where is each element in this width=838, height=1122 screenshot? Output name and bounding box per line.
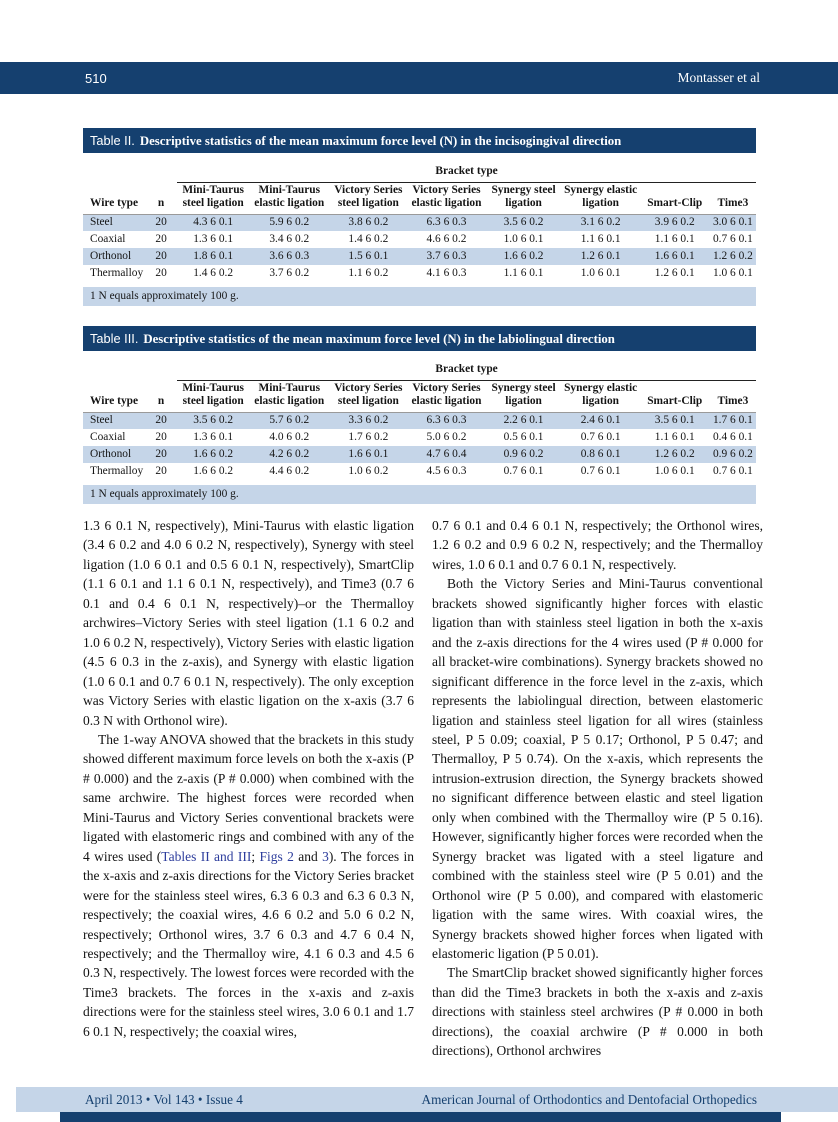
column-header: Smart-Clip <box>647 395 703 407</box>
table-ii-grid <box>83 158 756 282</box>
value-cell: 1.1 6 0.1 <box>654 232 695 245</box>
value-cell: 0.7 6 0.1 <box>580 464 621 477</box>
table-iii-caption: Descriptive statistics of the mean maximum force level (N) in the labiolingual direction <box>143 332 615 346</box>
value-cell: 1.8 6 0.1 <box>193 249 234 262</box>
running-header <box>0 62 838 94</box>
value-cell: 4.6 6 0.2 <box>426 232 467 245</box>
value-cell: 5.9 6 0.2 <box>249 214 329 231</box>
value-cell: 20 <box>155 447 167 460</box>
table-iii-footnote: 1 N equals approximately 100 g. <box>83 485 756 504</box>
value-cell: 4.2 6 0.2 <box>269 447 310 460</box>
value-cell: 1.1 6 0.1 <box>503 266 544 279</box>
value-cell: 1.6 6 0.2 <box>193 447 234 460</box>
value-cell: 1.0 6 0.1 <box>503 232 544 245</box>
value-cell: 1.3 6 0.1 <box>193 430 234 443</box>
column-header: Synergy steel ligation <box>491 183 556 209</box>
bracket-type-group-header: Bracket type <box>177 356 756 380</box>
column-header: Mini-Taurus steel ligation <box>182 381 244 407</box>
value-cell: 3.0 6 0.1 <box>710 214 756 231</box>
value-cell: 20 <box>155 249 167 262</box>
value-cell: 4.0 6 0.2 <box>269 430 310 443</box>
value-cell: 1.2 6 0.1 <box>580 249 621 262</box>
table-iii-title <box>83 326 756 351</box>
value-cell: 0.7 6 0.1 <box>712 464 753 477</box>
spacer-cell <box>83 158 177 182</box>
value-cell: 4.3 6 0.1 <box>177 214 249 231</box>
value-cell: 0.5 6 0.1 <box>503 430 544 443</box>
value-cell: 6.3 6 0.3 <box>407 412 485 429</box>
column-header: Time3 <box>717 395 749 407</box>
value-cell: 4.1 6 0.3 <box>426 266 467 279</box>
value-cell: 4.5 6 0.3 <box>426 464 467 477</box>
column-header: Time3 <box>717 197 749 209</box>
wire-type-cell: Orthonol <box>90 447 132 460</box>
value-cell: 3.5 6 0.1 <box>640 412 710 429</box>
wire-type-cell: Steel <box>83 214 145 231</box>
column-header: Mini-Taurus steel ligation <box>182 183 244 209</box>
journal-name: American Journal of Orthodontics and Dentofacial Orthopedics <box>421 1091 757 1107</box>
table-row <box>83 214 756 231</box>
value-cell: 2.2 6 0.1 <box>486 412 562 429</box>
value-cell: 1.0 6 0.1 <box>654 464 695 477</box>
value-cell: 0.4 6 0.1 <box>712 430 753 443</box>
value-cell: 1.1 6 0.1 <box>580 232 621 245</box>
value-cell: 0.7 6 0.1 <box>580 430 621 443</box>
value-cell: 20 <box>155 464 167 477</box>
running-head-authors: Montasser et al <box>677 70 760 85</box>
value-cell: 1.2 6 0.2 <box>654 447 695 460</box>
column-header: Smart-Clip <box>647 197 703 209</box>
value-cell: 1.4 6 0.2 <box>193 266 234 279</box>
value-cell: 6.3 6 0.3 <box>407 214 485 231</box>
value-cell: 1.1 6 0.2 <box>348 266 389 279</box>
column-header: Synergy elastic ligation <box>564 183 638 209</box>
table-row <box>83 446 756 463</box>
value-cell: 20 <box>145 412 177 429</box>
column-header: Victory Series elastic ligation <box>411 381 482 407</box>
table-ii-caption: Descriptive statistics of the mean maximum force level (N) in the incisogingival direction <box>139 134 622 148</box>
value-cell: 20 <box>155 430 167 443</box>
column-header: Victory Series steel ligation <box>334 183 403 209</box>
value-cell: 5.0 6 0.2 <box>426 430 467 443</box>
value-cell: 1.4 6 0.2 <box>348 232 389 245</box>
value-cell: 1.7 6 0.2 <box>348 430 389 443</box>
body-text-left-column <box>83 516 414 1041</box>
value-cell: 1.2 6 0.2 <box>712 249 753 262</box>
value-cell: 1.7 6 0.1 <box>710 412 756 429</box>
value-cell: 4.7 6 0.4 <box>426 447 467 460</box>
value-cell: 3.1 6 0.2 <box>562 214 640 231</box>
value-cell: 3.4 6 0.2 <box>269 232 310 245</box>
column-header: Synergy elastic ligation <box>564 381 638 407</box>
wire-type-cell: Thermalloy <box>90 266 144 279</box>
value-cell: 3.9 6 0.2 <box>640 214 710 231</box>
column-header: Wire type <box>90 197 139 209</box>
value-cell: 1.0 6 0.1 <box>580 266 621 279</box>
table-iii-label: Table III. <box>90 331 139 346</box>
column-header: n <box>157 197 165 209</box>
paragraph: The 1-way ANOVA showed that the brackets in this study showed different maximum force levels on both the x-axis (P # 0.000) and the z-axis (P # 0.000) when combined with the same archwire. The highest forces were recorded when Mini-Taurus and Victory Series conventional brackets were ligated with elastomeric rings and combined with any of the 4 wires used (Tables II and III; Figs 2 and 3). The forces in the x-axis and z-axis directions for the Victory Series bracket were for the stainless steel wires, 6.3 6 0.3 and 6.3 6 0.3 N, respectively; the coaxial wires, 4.6 6 0.2 and 5.0 6 0.2 N, respectively; Orthonol wires, 3.7 6 0.3 and 4.7 6 0.4 N, respectively; and the Thermalloy wire, 4.1 6 0.3 and 4.5 6 0.3 N, respectively. The lowest forces were recorded with the Time3 brackets. The forces in the x-axis and z-axis directions were for the stainless steel wires, 3.0 6 0.1 and 1.7 6 0.1 N, respectively; the coaxial wires, <box>83 731 415 1039</box>
value-cell: 20 <box>145 214 177 231</box>
value-cell: 0.9 6 0.2 <box>712 447 753 460</box>
column-header: n <box>157 395 165 407</box>
column-header: Wire type <box>90 395 139 407</box>
table-row <box>83 231 756 248</box>
column-header: Mini-Taurus elastic ligation <box>254 381 325 407</box>
wire-type-cell: Coaxial <box>90 430 126 443</box>
table-row <box>83 463 756 480</box>
paragraph: Both the Victory Series and Mini-Taurus conventional brackets showed significantly higher forces with elastic ligation than with stainless steel ligation in both the x-axis and the z-axis directions for the 4 wires used (P # 0.000 for all bracket-wire combinations). Synergy brackets showed no significant difference in the force level in the z-axis, which represents the labiolingual direction, between elastomeric ligation and stainless steel ligation for all wires (stainless steel, P 5 0.09; coaxial, P 5 0.17; Orthonol, P 5 0.47; and Thermalloy, P 5 0.74). On the x-axis, which represents the intrusion-extrusion direction, the Synergy brackets showed no significant difference between elastic and steel ligation only when combined with the Thermalloy wire (P 5 0.16). However, significantly higher forces were recorded when the Synergy bracket was ligated with a steel ligature and combined with the stainless steel wire (P 5 0.01) and the Orthonol wire (P 5 0.00), and compared with elastomeric ligation with the same wires. With coaxial wires, the Synergy brackets showed higher forces when ligated with elastomeric ligation (P 5 0.01). <box>432 576 763 961</box>
table-ii-label: Table II. <box>90 133 135 148</box>
value-cell: 3.5 6 0.2 <box>177 412 249 429</box>
wire-type-cell: Coaxial <box>90 232 126 245</box>
table-iii <box>83 326 756 504</box>
table-row <box>83 248 756 265</box>
value-cell: 3.3 6 0.2 <box>329 412 407 429</box>
value-cell: 1.6 6 0.1 <box>654 249 695 262</box>
value-cell: 0.8 6 0.1 <box>580 447 621 460</box>
value-cell: 0.7 6 0.1 <box>712 232 753 245</box>
page-footer <box>16 1087 838 1112</box>
wire-type-cell: Orthonol <box>90 249 132 262</box>
column-header: Mini-Taurus elastic ligation <box>254 183 325 209</box>
table-ii-title <box>83 128 756 153</box>
paragraph: The SmartClip bracket showed significantly higher forces than did the Time3 brackets in both the x-axis and z-axis directions with stainless steel archwires (P # 0.000 in both directions), the coaxial archwire (P # 0.000 in both directions), Orthonol archwires <box>432 965 763 1059</box>
value-cell: 2.4 6 0.1 <box>562 412 640 429</box>
value-cell: 1.1 6 0.1 <box>654 430 695 443</box>
column-header: Victory Series elastic ligation <box>411 183 482 209</box>
value-cell: 20 <box>155 266 167 279</box>
body-text-right-column <box>432 516 763 1061</box>
value-cell: 1.2 6 0.1 <box>654 266 695 279</box>
value-cell: 0.9 6 0.2 <box>503 447 544 460</box>
wire-type-cell: Thermalloy <box>90 464 144 477</box>
paragraph: 0.7 6 0.1 and 0.4 6 0.1 N, respectively; the Orthonol wires, 1.2 6 0.2 and 0.9 6 0.2 N, respectively; and the Thermalloy wires, 1.0 6 0.1 and 0.7 6 0.1 N, respectively. <box>432 518 763 572</box>
value-cell: 20 <box>155 232 167 245</box>
table-row <box>83 265 756 282</box>
paragraph: 1.3 6 0.1 N, respectively), Mini-Taurus with elastic ligation (3.4 6 0.2 and 4.0 6 0.2 N, respectively), Synergy with steel ligation (1.0 6 0.1 and 0.5 6 0.1 N, respectively), SmartClip (1.1 6 0.1 and 1.1 6 0.1 N, respectively), and Time3 (0.7 6 0.1 and 0.4 6 0.1 N, respectively)–or the Thermalloy archwires–Victory Series with steel ligation (1.1 6 0.2 and 1.0 6 0.2 N, respectively), Victory Series with elastic ligation (4.5 6 0.3 in the z-axis), and Synergy with elastic ligation (1.0 6 0.1 and 0.7 6 0.1 N, respectively). The only exception was Victory Series with elastic ligation on the x-axis (3.7 6 0.3 N with Orthonol wire). <box>83 518 414 728</box>
bracket-type-group-header: Bracket type <box>177 158 756 182</box>
column-header: Victory Series steel ligation <box>334 381 403 407</box>
value-cell: 1.0 6 0.1 <box>712 266 753 279</box>
value-cell: 1.6 6 0.1 <box>348 447 389 460</box>
value-cell: 0.7 6 0.1 <box>503 464 544 477</box>
table-row <box>83 429 756 446</box>
issue-info: April 2013 • Vol 143 • Issue 4 <box>85 1091 243 1107</box>
value-cell: 1.3 6 0.1 <box>193 232 234 245</box>
spacer-cell <box>83 356 177 380</box>
column-header: Synergy steel ligation <box>491 381 556 407</box>
footer-rule-bar <box>60 1112 781 1122</box>
page-number: 510 <box>85 70 107 86</box>
value-cell: 1.0 6 0.2 <box>348 464 389 477</box>
value-cell: 1.5 6 0.1 <box>348 249 389 262</box>
value-cell: 3.5 6 0.2 <box>486 214 562 231</box>
cross-reference-link[interactable]: Figs 2 <box>259 848 294 864</box>
value-cell: 4.4 6 0.2 <box>269 464 310 477</box>
value-cell: 3.8 6 0.2 <box>329 214 407 231</box>
value-cell: 5.7 6 0.2 <box>249 412 329 429</box>
value-cell: 3.7 6 0.3 <box>426 249 467 262</box>
table-ii <box>83 128 756 306</box>
cross-reference-link[interactable]: Tables II and III <box>161 848 252 864</box>
table-row <box>83 412 756 429</box>
value-cell: 3.6 6 0.3 <box>269 249 310 262</box>
cross-reference-link[interactable]: 3 <box>322 848 329 864</box>
table-iii-grid <box>83 356 756 480</box>
table-ii-footnote: 1 N equals approximately 100 g. <box>83 287 756 306</box>
value-cell: 1.6 6 0.2 <box>503 249 544 262</box>
value-cell: 3.7 6 0.2 <box>269 266 310 279</box>
value-cell: 1.6 6 0.2 <box>193 464 234 477</box>
wire-type-cell: Steel <box>83 412 145 429</box>
